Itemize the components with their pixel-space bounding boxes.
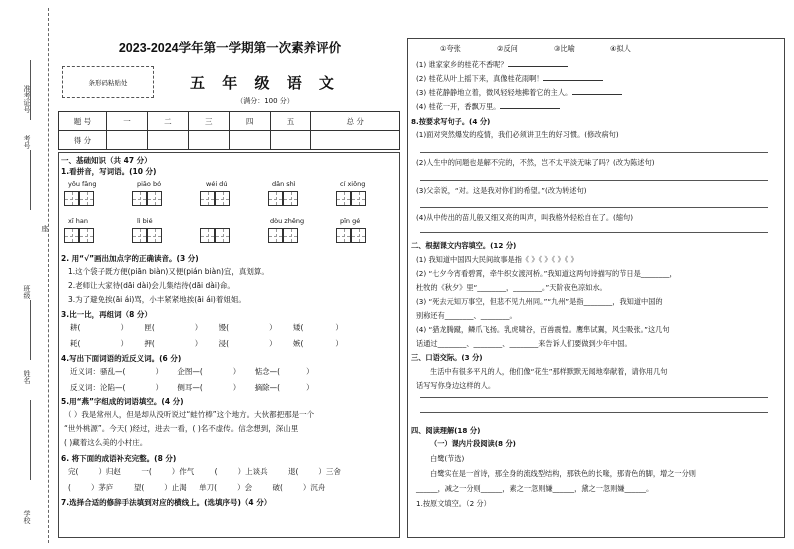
writing-boxes[interactable] [200, 228, 230, 243]
subject-title: 五 年 级 语 文 [190, 74, 340, 92]
pinyin: lì bié [137, 217, 153, 225]
score-cell[interactable] [147, 131, 188, 150]
q5-text: ( )藏着这么美的小村庄。 [64, 438, 148, 447]
id-label: 准考证号 [23, 85, 31, 113]
s4-passage: ______，减之一分则______，素之一忽则嫌______，黛之一忽则嫌______。 [416, 484, 654, 493]
exam-no-label: 考号 [23, 135, 31, 149]
s2-item: 别称还有________、________。 [416, 311, 517, 320]
pinyin: cí xiōng [340, 180, 366, 188]
score-header-cell: 四 [229, 112, 270, 131]
pinyin: yōu fāng [68, 180, 97, 188]
pinyin: wéi dú [206, 180, 228, 188]
s4-passage: 白鹭实在是一首诗，那全身的流线型结构，那铁色的长喙，那青色的脚，增之一分则 [430, 469, 696, 478]
option: ①夸张 [440, 44, 461, 53]
score-header-cell: 五 [270, 112, 311, 131]
s4-subheading: （一）课内片段阅读(8 分) [430, 439, 516, 448]
score-cell[interactable] [188, 131, 229, 150]
q6-row: 完( ）归赵 一( ）作气 ( ）上谈兵 退( ）三舍 [68, 467, 341, 476]
s2-item: 杜牧的《秋夕》里“________，________。”天阶夜色凉如水。 [416, 283, 607, 292]
class-label: 班级 [23, 285, 31, 299]
writing-boxes[interactable] [336, 191, 366, 206]
q2-item: 2.老师让大家待(dāi dài)会儿集结待(dāi dài)命。 [68, 281, 235, 290]
s2-item: 话通过________、________、________来告诉人们要做到少年中国。 [416, 339, 632, 348]
q8-item: (1)面对突然爆发的疫情，我们必须讲卫生的好习惯。(修改病句) [416, 130, 619, 139]
q3-heading: 3.比一比，再组词（8 分） [61, 310, 152, 319]
writing-boxes[interactable] [132, 191, 162, 206]
q8-item: (4)从中传出的苗儿般又细又亮的叫声，叫我格外轻松自在了。(缩句) [416, 213, 634, 222]
writing-boxes[interactable] [200, 191, 230, 206]
q7-item: (3) 桂花静静地立着，微风轻轻地拂着它的主人。 [416, 87, 622, 98]
score-header-cell: 三 [188, 112, 229, 131]
sidebar-field-line-3 [30, 300, 31, 360]
barcode-area: 条形码粘贴处 [62, 66, 154, 98]
q8-item: (2)人生中的问题也是解不完的，不然，岂不太平淡无味了吗？(改为陈述句) [416, 158, 655, 167]
option: ④拟人 [610, 44, 631, 53]
sidebar-field-line-4 [30, 400, 31, 480]
score-header-cell: 二 [147, 112, 188, 131]
q2-item: 3.为了避免挨(āi ái)骂，小丰紧紧地挨(āi ái)着姐姐。 [68, 295, 246, 304]
q5-text: “世外桃源”。今天( )经过，进去一看，( )名不虚传。信念想到，深山里 [64, 424, 299, 433]
section-1-heading: 一、基础知识（共 47 分） [61, 156, 152, 165]
seat-label: 座 [41, 225, 49, 232]
q3-row: 耕( ） 匣( ） 馒( ） 矮( ） [70, 323, 343, 332]
school-label: 学校 [23, 510, 31, 524]
sidebar-field-line-2 [30, 150, 31, 210]
q6-row: ( ）茅庐 望( ）止渴 单刀( ）会 破( ）沉舟 [68, 483, 326, 492]
writing-boxes[interactable] [268, 228, 298, 243]
q4-heading: 4.写出下面词语的近反义词。(6 分) [61, 354, 182, 363]
answer-line[interactable] [420, 152, 768, 153]
q2-item: 1.这个袋子既方便(piān biàn)又便(pián biàn)宜，真划算。 [68, 267, 269, 276]
pinyin: dān shì [272, 180, 296, 188]
q5-text: （ ）我是常州人，但是却从没听说过“蛙竹棒”这个地方。大伙都把那是一个 [64, 410, 315, 419]
score-cell[interactable] [311, 131, 400, 150]
section-2-heading: 二、根据课文内容填空。(12 分) [411, 241, 517, 250]
sidebar-field-line-1 [30, 60, 31, 120]
q8-item: (3)父亲说，“对。这是我对你们的希望。”(改为转述句) [416, 186, 587, 195]
score-header-cell: 一 [107, 112, 148, 131]
score-header-cell: 题 号 [59, 112, 107, 131]
score-row-label: 得 分 [59, 131, 107, 150]
q7-item: (2) 桂花从叶上摇下来，真像桂花雨啊！ [416, 73, 603, 84]
writing-boxes[interactable] [64, 228, 94, 243]
answer-line[interactable] [420, 180, 768, 181]
q8-heading: 8.按要求写句子。(4 分) [411, 117, 491, 126]
q6-heading: 6. 将下面的成语补充完整。(8 分) [61, 454, 177, 463]
option: ③比喻 [554, 44, 575, 53]
name-label: 姓名 [23, 370, 31, 384]
score-header-cell: 总 分 [311, 112, 400, 131]
option: ②反问 [497, 44, 518, 53]
writing-boxes[interactable] [336, 228, 366, 243]
pinyin: pīn gé [340, 217, 361, 225]
q4-row: 反义词：沦陷—( ） 侧耳—( ） 摘除—( ） [70, 383, 314, 392]
q4-row: 近义词：骚乱—( ） 企图—( ） 惦念—( ） [70, 367, 314, 376]
section-4-heading: 四、阅读理解(18 分) [411, 426, 481, 435]
full-mark: （满分：100 分） [236, 97, 294, 105]
answer-line[interactable] [420, 412, 768, 413]
q1-heading: 1.看拼音，写词语。(10 分) [61, 167, 157, 176]
s2-item: (1) 我知道中国四大民间故事是指《 》《 》《 》《 》 [416, 255, 578, 264]
answer-line[interactable] [420, 207, 768, 208]
s2-item: (2) “七夕今宵看碧霄，牵牛织女渡河桥。”我知道这两句诗描写的节日是________， [416, 269, 677, 278]
answer-line[interactable] [420, 232, 768, 233]
s3-text: 话写写你身边这样的人。 [416, 381, 496, 390]
section-3-heading: 三、口语交际。(3 分) [411, 353, 483, 362]
s2-item: (3) “死去元知万事空，但悲不见九州同。”“九州”是指________，我知道中国的 [416, 297, 663, 306]
q5-heading: 5.用“燕”字组成的词语填空。(4 分) [61, 397, 184, 406]
q7-item: (4) 桂花一开，香飘万里。 [416, 101, 560, 112]
writing-boxes[interactable] [64, 191, 94, 206]
s3-text: 生活中有很多平凡的人，他们像“花生”那样默默无闻地奉献着，请你用几句 [430, 367, 668, 376]
writing-boxes[interactable] [268, 191, 298, 206]
s4-passage-title: 白鹭(节选) [430, 454, 465, 463]
answer-line[interactable] [420, 397, 768, 398]
s2-item: (4) “猎龙腾蹴，鳞爪飞扬。乳虎啸谷，百兽震惶。鹰隼试翼，风尘吸张。”这几句 [416, 325, 670, 334]
writing-boxes[interactable] [132, 228, 162, 243]
score-cell[interactable] [270, 131, 311, 150]
pinyin: dòu zhēng [270, 217, 305, 225]
exam-title: 2023-2024学年第一学期第一次素养评价 [118, 41, 342, 55]
pinyin: piāo bó [137, 180, 162, 188]
q2-heading: 2. 用“√”画出加点字的正确读音。(3 分) [61, 254, 199, 263]
score-table [58, 111, 400, 150]
binding-line [48, 8, 49, 543]
score-cell[interactable] [107, 131, 148, 150]
q7-item: (1) 谁家家乡的桂花不香呢？ [416, 59, 568, 70]
pinyin: xī han [68, 217, 88, 225]
q3-row: 耗( ） 押( ） 浸( ） 嫉( ） [70, 339, 343, 348]
score-cell[interactable] [229, 131, 270, 150]
s4-q1: 1.按原文填空。（2 分） [416, 499, 491, 508]
q7-heading: 7.选择合适的修辞手法填到对应的横线上。(选填序号)（4 分） [61, 498, 272, 507]
